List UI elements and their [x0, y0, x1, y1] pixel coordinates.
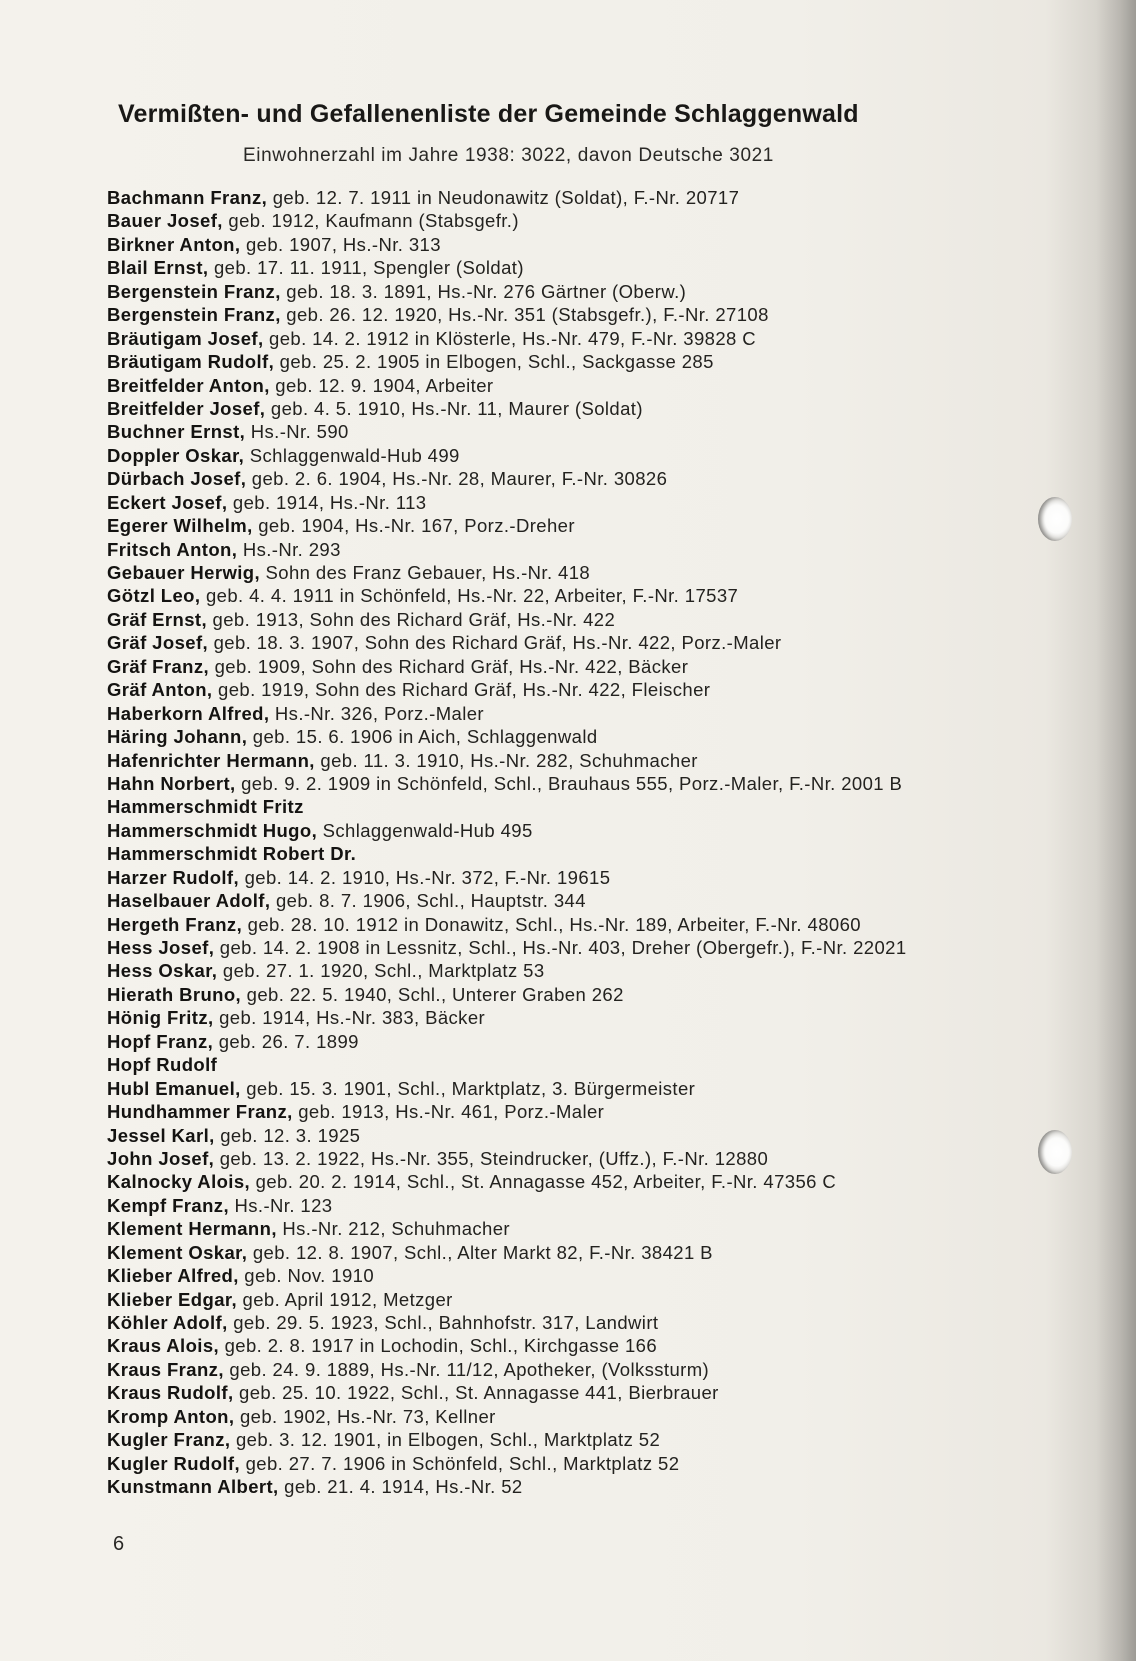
entry-name: Hammerschmidt Robert Dr. — [107, 843, 357, 865]
entry-name: Kraus Alois, — [107, 1335, 220, 1357]
entry-name: Kalnocky Alois, — [107, 1171, 251, 1193]
list-item — [107, 772, 1047, 795]
list-item — [107, 420, 1047, 443]
page-number: 6 — [113, 1533, 125, 1555]
entry-name: Hess Josef, — [107, 937, 215, 958]
entry-details: geb. 1919, Sohn des Richard Gräf, Hs.-Nr. 422, Fleischer — [212, 679, 711, 701]
entry-name: Köhler Adolf, — [107, 1312, 228, 1333]
entry-name: Hundhammer Franz, — [107, 1101, 293, 1123]
entry-name: Hammerschmidt Hugo, — [107, 819, 318, 841]
entry-details: Hs.-Nr. 212, Schuhmacher — [276, 1218, 510, 1240]
entry-name: Bräutigam Rudolf, — [107, 351, 275, 373]
entry-details: geb. 14. 2. 1912 in Klösterle, Hs.-Nr. 479, F.-Nr. 39828 C — [263, 327, 757, 349]
entry-name: Gräf Josef, — [107, 632, 209, 654]
entry-name: Bachmann Franz, — [107, 187, 268, 208]
list-item — [107, 186, 1047, 209]
entry-details: geb. 15. 6. 1906 in Aich, Schlaggenwald — [247, 726, 598, 748]
list-item — [107, 1241, 1047, 1264]
entry-details: geb. 26. 12. 1920, Hs.-Nr. 351 (Stabsgefr.), F.-Nr. 27108 — [280, 304, 769, 326]
entry-name: Haberkorn Alfred, — [107, 702, 270, 724]
entry-name: Häring Johann, — [107, 726, 248, 748]
entry-details: geb. 21. 4. 1914, Hs.-Nr. 52 — [278, 1476, 523, 1498]
entry-details: geb. 1914, Hs.-Nr. 383, Bäcker — [213, 1007, 486, 1029]
spine-shadow — [1096, 0, 1136, 1661]
list-item — [107, 209, 1047, 232]
list-item — [107, 725, 1047, 748]
list-item — [107, 1288, 1047, 1311]
entry-name: Kraus Franz, — [107, 1358, 224, 1380]
entry-name: Hammerschmidt Fritz — [107, 796, 304, 818]
list-item — [107, 514, 1047, 537]
list-item — [107, 584, 1047, 607]
entry-details: Sohn des Franz Gebauer, Hs.-Nr. 418 — [260, 562, 591, 583]
punch-hole — [1038, 497, 1072, 541]
list-item — [107, 1264, 1047, 1287]
entry-details: geb. 4. 5. 1910, Hs.-Nr. 11, Maurer (Soldat) — [265, 397, 643, 419]
entry-name: Klement Oskar, — [107, 1241, 248, 1263]
list-item — [107, 233, 1047, 256]
list-item — [107, 631, 1047, 654]
list-item — [107, 1194, 1047, 1217]
entry-details: geb. 27. 7. 1906 in Schönfeld, Schl., Marktplatz 52 — [240, 1452, 680, 1474]
entry-details: geb. 14. 2. 1910, Hs.-Nr. 372, F.-Nr. 19615 — [239, 866, 611, 888]
list-item — [107, 327, 1047, 350]
entry-details: geb. 17. 11. 1911, Spengler (Soldat) — [208, 257, 524, 279]
entry-details: geb. 1909, Sohn des Richard Gräf, Hs.-Nr. 422, Bäcker — [209, 655, 689, 677]
list-item — [107, 1077, 1047, 1100]
entry-name: Bauer Josef, — [107, 210, 223, 232]
entry-name: Bergenstein Franz, — [107, 304, 281, 326]
list-item — [107, 842, 1047, 865]
list-item — [107, 444, 1047, 467]
list-item — [107, 1147, 1047, 1170]
entry-name: Kromp Anton, — [107, 1405, 235, 1427]
entry-name: Fritsch Anton, — [107, 538, 238, 560]
list-item — [107, 467, 1047, 490]
entry-details: geb. 12. 3. 1925 — [214, 1124, 361, 1146]
entry-details: geb. 14. 2. 1908 in Lessnitz, Schl., Hs.-Nr. 403, Dreher (Obergefr.), F.-Nr. 22021 — [214, 937, 907, 958]
list-item — [107, 538, 1047, 561]
entry-name: Breitfelder Josef, — [107, 397, 266, 419]
list-item — [107, 1381, 1047, 1404]
entry-name: Doppler Oskar, — [107, 444, 245, 466]
entry-name: Hopf Franz, — [107, 1030, 214, 1052]
list-item — [107, 702, 1047, 725]
entry-details: geb. 2. 6. 1904, Hs.-Nr. 28, Maurer, F.-Nr. 30826 — [246, 468, 668, 490]
entry-name: Klieber Edgar, — [107, 1288, 238, 1310]
entry-name: Hafenrichter Hermann, — [107, 749, 315, 771]
entry-name: Kunstmann Albert, — [107, 1476, 279, 1498]
entry-name: Kugler Franz, — [107, 1429, 231, 1451]
entry-details: geb. 18. 3. 1907, Sohn des Richard Gräf, Hs.-Nr. 422, Porz.-Maler — [208, 632, 782, 654]
entry-name: Hopf Rudolf — [107, 1054, 218, 1076]
list-item — [107, 1006, 1047, 1029]
list-item — [107, 280, 1047, 303]
list-item — [107, 1428, 1047, 1451]
list-item — [107, 1358, 1047, 1381]
list-item — [107, 936, 1047, 959]
entry-name: Bergenstein Franz, — [107, 280, 281, 302]
list-item — [107, 303, 1047, 326]
list-item — [107, 1170, 1047, 1193]
entry-name: Hess Oskar, — [107, 960, 218, 982]
entry-name: Egerer Wilhelm, — [107, 515, 253, 537]
entry-details: geb. 1914, Hs.-Nr. 113 — [227, 491, 427, 513]
entry-name: Haselbauer Adolf, — [107, 890, 271, 912]
entry-name: Klement Hermann, — [107, 1218, 277, 1240]
list-item — [107, 350, 1047, 373]
entry-details: geb. 28. 10. 1912 in Donawitz, Schl., Hs.-Nr. 189, Arbeiter, F.-Nr. 48060 — [242, 913, 861, 935]
entry-name: Birkner Anton, — [107, 233, 241, 255]
entry-name: Breitfelder Anton, — [107, 374, 270, 396]
entry-name: Blail Ernst, — [107, 257, 209, 279]
list-item — [107, 1030, 1047, 1053]
list-item — [107, 678, 1047, 701]
entry-name: Gräf Ernst, — [107, 608, 208, 630]
entry-name: Gräf Franz, — [107, 655, 210, 677]
entry-details: geb. 1913, Hs.-Nr. 461, Porz.-Maler — [292, 1101, 605, 1123]
entry-details: Hs.-Nr. 326, Porz.-Maler — [269, 702, 484, 724]
entry-name: Gebauer Herwig, — [107, 562, 261, 583]
entry-name: Jessel Karl, — [107, 1124, 215, 1146]
entry-details: geb. 12. 8. 1907, Schl., Alter Markt 82, F.-Nr. 38421 B — [247, 1241, 713, 1263]
entry-details: geb. 1913, Sohn des Richard Gräf, Hs.-Nr. 422 — [207, 608, 616, 630]
entry-name: Bräutigam Josef, — [107, 327, 264, 349]
entry-name: Dürbach Josef, — [107, 468, 247, 490]
punch-hole — [1038, 1130, 1072, 1174]
entry-details: Hs.-Nr. 590 — [245, 421, 349, 443]
list-item — [107, 397, 1047, 420]
entry-details: geb. 3. 12. 1901, in Elbogen, Schl., Marktplatz 52 — [230, 1429, 661, 1451]
entry-details: geb. Nov. 1910 — [238, 1265, 375, 1287]
entry-name: Hahn Norbert, — [107, 772, 236, 794]
entry-name: Götzl Leo, — [107, 585, 201, 607]
entry-details: geb. 27. 1. 1920, Schl., Marktplatz 53 — [217, 960, 545, 982]
entry-details: geb. 1912, Kaufmann (Stabsgefr.) — [222, 210, 519, 232]
entry-details: geb. 22. 5. 1940, Schl., Unterer Graben 262 — [241, 983, 624, 1005]
list-item — [107, 959, 1047, 982]
list-item — [107, 1124, 1047, 1147]
entry-name: Hubl Emanuel, — [107, 1077, 241, 1099]
entry-details: geb. 18. 3. 1891, Hs.-Nr. 276 Gärtner (Oberw.) — [280, 280, 687, 302]
population-subtitle: Einwohnerzahl im Jahre 1938: 3022, davon Deutsche 3021 — [243, 145, 774, 166]
entry-details: geb. April 1912, Metzger — [237, 1288, 453, 1310]
entry-name: Eckert Josef, — [107, 491, 228, 513]
list-item — [107, 491, 1047, 514]
entry-name: Gräf Anton, — [107, 679, 213, 701]
entry-details: geb. 8. 7. 1906, Schl., Hauptstr. 344 — [270, 890, 586, 912]
entry-details: geb. 13. 2. 1922, Hs.-Nr. 355, Steindrucker, (Uffz.), F.-Nr. 12880 — [214, 1147, 769, 1169]
list-item — [107, 983, 1047, 1006]
list-item — [107, 819, 1047, 842]
entry-details: geb. 12. 7. 1911 in Neudonawitz (Soldat), F.-Nr. 20717 — [267, 187, 740, 208]
list-item — [107, 1100, 1047, 1123]
entry-details: geb. 1904, Hs.-Nr. 167, Porz.-Dreher — [252, 515, 575, 537]
entry-details: geb. 2. 8. 1917 in Lochodin, Schl., Kirchgasse 166 — [219, 1335, 658, 1357]
list-item — [107, 866, 1047, 889]
entry-details: geb. 1902, Hs.-Nr. 73, Kellner — [234, 1405, 496, 1427]
entry-name: Harzer Rudolf, — [107, 866, 240, 888]
entry-details: geb. 29. 5. 1923, Schl., Bahnhofstr. 317, Landwirt — [227, 1312, 659, 1333]
entry-details: geb. 15. 3. 1901, Schl., Marktplatz, 3. Bürgermeister — [240, 1077, 696, 1099]
list-item — [107, 1452, 1047, 1475]
entry-details: geb. 20. 2. 1914, Schl., St. Annagasse 452, Arbeiter, F.-Nr. 47356 C — [250, 1171, 837, 1193]
list-item — [107, 374, 1047, 397]
list-item — [107, 561, 1047, 584]
entry-name: Hergeth Franz, — [107, 913, 243, 935]
entry-details: geb. 24. 9. 1889, Hs.-Nr. 11/12, Apotheker, (Volkssturm) — [223, 1358, 710, 1380]
entry-details: geb. 26. 7. 1899 — [213, 1030, 359, 1052]
list-item — [107, 1475, 1047, 1498]
entry-name: Kugler Rudolf, — [107, 1452, 241, 1474]
list-item — [107, 1053, 1047, 1076]
list-item — [107, 913, 1047, 936]
list-item — [107, 795, 1047, 818]
list-item — [107, 256, 1047, 279]
entry-details: geb. 11. 3. 1910, Hs.-Nr. 282, Schuhmacher — [314, 749, 698, 771]
entry-name: Kraus Rudolf, — [107, 1382, 234, 1404]
casualty-list — [107, 186, 1047, 1499]
entry-name: Hierath Bruno, — [107, 983, 242, 1005]
entry-details: geb. 1907, Hs.-Nr. 313 — [240, 233, 441, 255]
entry-name: Klieber Alfred, — [107, 1265, 239, 1287]
entry-details: Schlaggenwald-Hub 495 — [317, 819, 533, 841]
entry-name: Kempf Franz, — [107, 1194, 229, 1216]
entry-details: geb. 4. 4. 1911 in Schönfeld, Hs.-Nr. 22, Arbeiter, F.-Nr. 17537 — [200, 585, 739, 607]
list-item — [107, 608, 1047, 631]
entry-details: Hs.-Nr. 293 — [237, 538, 341, 560]
entry-details: geb. 12. 9. 1904, Arbeiter — [269, 374, 494, 396]
list-item — [107, 655, 1047, 678]
entry-details: Schlaggenwald-Hub 499 — [244, 444, 460, 466]
list-item — [107, 749, 1047, 772]
page-title: Vermißten- und Gefallenenliste der Gemeinde Schlaggenwald — [118, 100, 859, 128]
entry-details: geb. 9. 2. 1909 in Schönfeld, Schl., Brauhaus 555, Porz.-Maler, F.-Nr. 2001 B — [235, 772, 903, 794]
entry-details: Hs.-Nr. 123 — [228, 1194, 333, 1216]
entry-name: Buchner Ernst, — [107, 421, 246, 443]
entry-details: geb. 25. 10. 1922, Schl., St. Annagasse 441, Bierbrauer — [233, 1382, 719, 1404]
entry-name: John Josef, — [107, 1147, 215, 1169]
list-item — [107, 1311, 1047, 1334]
list-item — [107, 889, 1047, 912]
list-item — [107, 1217, 1047, 1240]
list-item — [107, 1405, 1047, 1428]
entry-name: Hönig Fritz, — [107, 1007, 214, 1029]
entry-details: geb. 25. 2. 1905 in Elbogen, Schl., Sackgasse 285 — [274, 351, 714, 373]
list-item — [107, 1334, 1047, 1357]
